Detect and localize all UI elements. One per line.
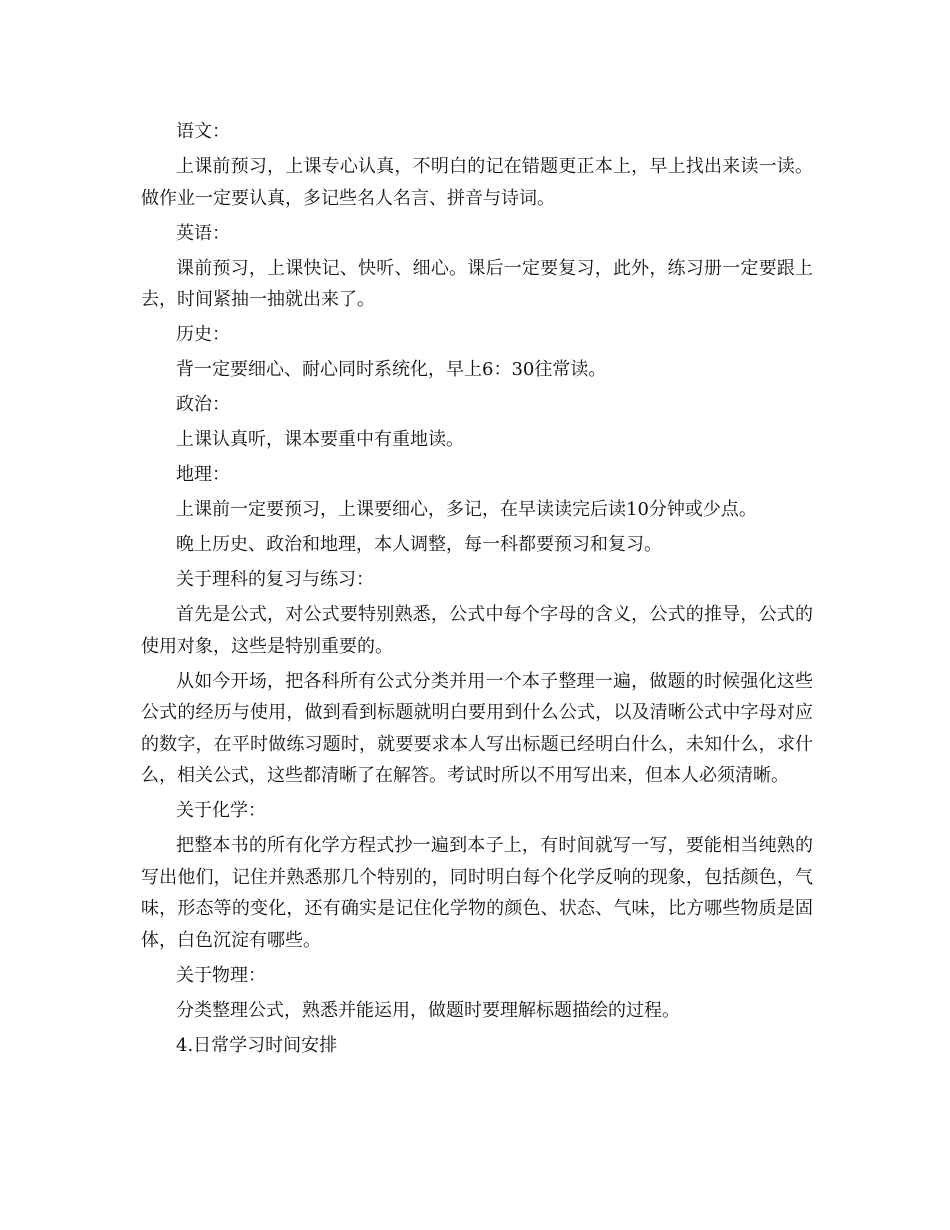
paragraph-chemistry-advice: 把整本书的所有化学方程式抄一遍到本子上，有时间就写一写，要能相当纯熟的写出他们，记住并熟悉那几个特别的，同时明白每个化学反响的现象，包括颜色，气味，形态等的变化，还有确实是记住化学物的颜色、状态、气味，比方哪些物质是固体，白色沉淀有哪些。	[141, 835, 813, 951]
document-body	[141, 116, 813, 1065]
heading-english: 英语：	[176, 222, 230, 244]
paragraph-physics-advice: 分类整理公式，熟悉并能运用，做题时要理解标题描绘的过程。	[176, 999, 680, 1021]
heading-chinese: 语文：	[176, 121, 230, 142]
paragraph-english-advice: 课前预习，上课快记、快听、细心。课后一定要复习，此外，练习册一定要跟上去，时间紧抽一抽就出来了。	[141, 257, 813, 310]
section-heading-daily-schedule: 4.日常学习时间安排	[176, 1034, 338, 1056]
paragraph-history-advice: 背一定要细心、耐心同时系统化，早上6：30往常读。	[176, 359, 607, 380]
paragraph-chinese-advice: 上课前预习，上课专心认真，不明白的记在错题更正本上，早上找出来读一读。做作业一定要认真，多记些名人名言、拼音与诗词。	[141, 156, 813, 209]
paragraph-evening-study: 晚上历史、政治和地理，本人调整，每一科都要预习和复习。	[176, 534, 662, 555]
heading-physics: 关于物理：	[176, 964, 266, 986]
paragraph-formulas: 首先是公式，对公式要特别熟悉，公式中每个字母的含义，公式的推导，公式的使用对象，这些是特别重要的。	[141, 604, 813, 657]
paragraph-politics-advice: 上课认真听，课本要重中有重地读。	[176, 429, 464, 450]
heading-geography: 地理：	[176, 464, 230, 485]
heading-history: 历史：	[176, 324, 230, 345]
heading-politics: 政治：	[176, 394, 230, 415]
heading-science-review: 关于理科的复习与练习：	[176, 569, 374, 590]
paragraph-formula-notebook: 从如今开场，把各科所有公式分类并用一个本子整理一遍，做题的时候强化这些公式的经历与使用，做到看到标题就明白要用到什么公式，以及清晰公式中字母对应的数字，在平时做练习题时，就要要求本人写出标题已经明白什么，未知什么，求什么，相关公式，这些都清晰了在解答。考试时所以不用写出来，但本人必须清晰。	[141, 670, 813, 786]
heading-chemistry: 关于化学：	[176, 800, 266, 821]
paragraph-geography-advice: 上课前一定要预习，上课要细心，多记，在早读读完后读10分钟或少点。	[176, 499, 757, 520]
